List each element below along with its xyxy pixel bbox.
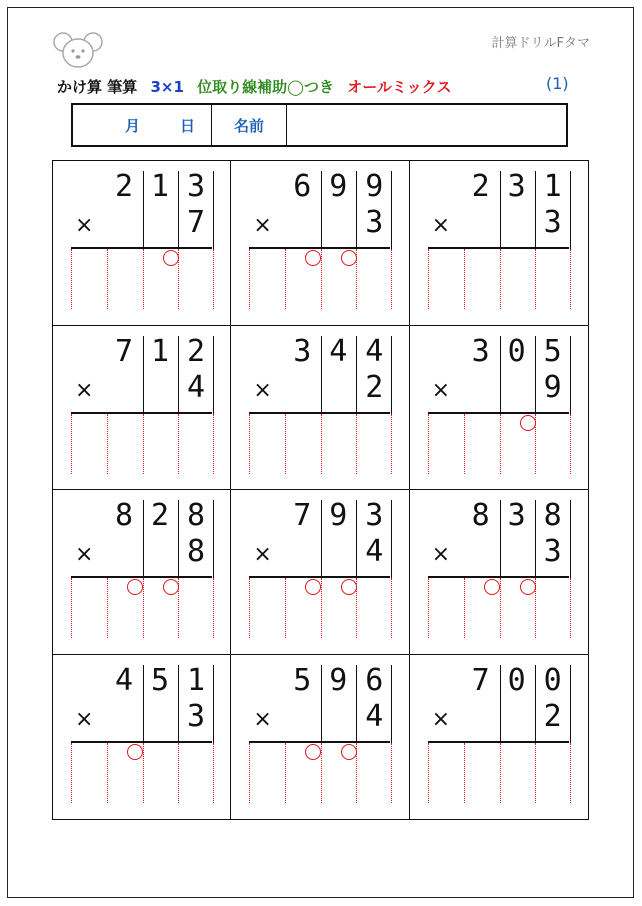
column-line	[391, 665, 392, 743]
times-sign: ×	[431, 706, 451, 732]
answer-line	[249, 247, 390, 249]
place-value-guide-line	[464, 578, 465, 638]
sheet-number: (1)	[546, 74, 569, 93]
carry-circle	[520, 579, 536, 595]
times-sign: ×	[431, 377, 451, 403]
place-value-guide-line	[143, 249, 144, 309]
multiplicand-digit: 4	[329, 333, 348, 369]
place-value-guide-line	[391, 743, 392, 803]
answer-line	[249, 576, 390, 578]
problem-cell[interactable]	[231, 490, 409, 655]
place-value-guide-line	[178, 414, 179, 474]
worksheet-title	[57, 76, 459, 97]
column-line	[570, 336, 571, 414]
place-value-guide-line	[249, 249, 250, 309]
multiplicand-digit: 9	[329, 662, 348, 698]
multiplicand-digit: 7	[293, 498, 312, 533]
multiplicand-digit: 3	[186, 169, 206, 204]
column-line	[213, 665, 214, 743]
multiplier-digit: 2	[543, 698, 562, 734]
place-value-guide-line	[285, 743, 286, 803]
multiplicand-digit: 6	[365, 662, 384, 698]
carry-circle	[305, 250, 321, 266]
problem-cell[interactable]	[53, 161, 231, 326]
problem-cell[interactable]	[53, 655, 231, 820]
multiplier-digit: 4	[365, 698, 384, 734]
title-mix: オールミックス	[347, 78, 452, 96]
place-value-guide-line	[249, 414, 250, 474]
place-value-guide-line	[213, 578, 214, 638]
brand-label: 計算ドリルFタマ	[491, 36, 590, 51]
column-line	[213, 171, 214, 249]
multiplier-digit: 3	[543, 534, 562, 569]
multiplicand-digit: 4	[114, 662, 134, 698]
place-value-guide-line	[464, 414, 465, 474]
place-value-guide-line	[321, 578, 322, 638]
times-sign: ×	[253, 213, 272, 238]
carry-circle	[341, 250, 357, 266]
place-value-guide-line	[107, 414, 108, 474]
place-value-guide-line	[213, 249, 214, 309]
problem-cell[interactable]	[231, 161, 409, 326]
multiplicand-digit: 2	[186, 333, 206, 369]
place-value-guide-line	[570, 578, 571, 638]
multiplier-digit: 3	[543, 205, 562, 240]
multiplicand-digit: 8	[186, 498, 206, 533]
place-value-guide-line	[500, 414, 501, 474]
times-sign: ×	[75, 213, 94, 238]
multiplier-digit: 9	[543, 369, 562, 405]
multiplicand-digit: 3	[507, 498, 526, 533]
multiplicand-digit: 1	[150, 169, 170, 204]
answer-line	[71, 576, 212, 578]
multiplicand-digit: 0	[507, 333, 526, 369]
answer-line	[428, 247, 569, 249]
date-field[interactable]	[73, 105, 212, 145]
multiplicand-digit: 0	[543, 662, 562, 698]
name-date-box	[71, 103, 568, 147]
problem-cell[interactable]	[410, 326, 588, 491]
place-value-guide-line	[428, 743, 429, 803]
answer-line	[428, 412, 569, 414]
mouse-mascot-logo	[52, 30, 104, 70]
problem-cell[interactable]	[53, 490, 231, 655]
problem-cell[interactable]	[231, 655, 409, 820]
place-value-guide-line	[391, 578, 392, 638]
place-value-guide-line	[570, 414, 571, 474]
multiplicand-digit: 8	[114, 498, 134, 533]
answer-line	[71, 247, 212, 249]
day-label: 日	[180, 116, 196, 135]
place-value-guide-line	[143, 743, 144, 803]
multiplicand-digit: 5	[543, 333, 562, 369]
place-value-guide-line	[213, 414, 214, 474]
times-sign: ×	[75, 542, 94, 567]
multiplicand-digit: 3	[365, 498, 384, 533]
problem-cell[interactable]	[410, 161, 588, 326]
multiplicand-digit: 4	[365, 333, 384, 369]
place-value-guide-line	[321, 743, 322, 803]
carry-circle	[341, 579, 357, 595]
column-line	[570, 500, 571, 578]
place-value-guide-line	[391, 249, 392, 309]
carry-circle	[163, 250, 179, 266]
place-value-guide-line	[464, 743, 465, 803]
multiplicand-digit: 9	[329, 169, 348, 204]
multiplier-digit: 3	[365, 205, 384, 240]
place-value-guide-line	[428, 249, 429, 309]
place-value-guide-line	[464, 249, 465, 309]
place-value-guide-line	[249, 743, 250, 803]
column-line	[391, 171, 392, 249]
answer-line	[428, 741, 569, 743]
multiplier-digit: 4	[186, 369, 206, 405]
place-value-guide-line	[249, 578, 250, 638]
place-value-guide-line	[570, 249, 571, 309]
multiplicand-digit: 5	[293, 662, 312, 698]
multiplicand-digit: 2	[114, 169, 134, 204]
multiplier-digit: 4	[365, 534, 384, 569]
place-value-guide-line	[428, 414, 429, 474]
column-line	[391, 500, 392, 578]
place-value-guide-line	[107, 743, 108, 803]
times-sign: ×	[431, 542, 451, 567]
multiplicand-digit: 8	[543, 498, 562, 533]
multiplicand-digit: 1	[150, 333, 170, 369]
multiplicand-digit: 3	[293, 333, 312, 369]
times-sign: ×	[75, 377, 94, 403]
place-value-guide-line	[321, 249, 322, 309]
place-value-guide-line	[500, 249, 501, 309]
place-value-guide-line	[143, 578, 144, 638]
problem-cell[interactable]	[410, 655, 588, 820]
place-value-guide-line	[71, 578, 72, 638]
place-value-guide-line	[285, 578, 286, 638]
carry-circle	[341, 744, 357, 760]
problem-cell[interactable]	[231, 326, 409, 491]
carry-circle	[520, 415, 536, 431]
place-value-guide-line	[71, 249, 72, 309]
place-value-guide-line	[107, 578, 108, 638]
column-line	[213, 500, 214, 578]
place-value-guide-line	[143, 414, 144, 474]
multiplicand-digit: 9	[365, 169, 384, 204]
carry-circle	[305, 744, 321, 760]
multiplicand-digit: 3	[507, 169, 526, 204]
column-line	[570, 171, 571, 249]
multiplicand-digit: 7	[471, 662, 490, 698]
place-value-guide-line	[356, 414, 357, 474]
multiplicand-digit: 8	[471, 498, 490, 533]
multiplicand-digit: 6	[293, 169, 312, 204]
answer-line	[71, 741, 212, 743]
multiplicand-digit: 0	[507, 662, 526, 698]
multiplicand-digit: 2	[150, 498, 170, 533]
place-value-guide-line	[428, 578, 429, 638]
multiplicand-digit: 3	[471, 333, 490, 369]
place-value-guide-line	[535, 249, 536, 309]
place-value-guide-line	[107, 249, 108, 309]
multiplicand-digit: 1	[543, 169, 562, 204]
multiplicand-digit: 1	[186, 662, 206, 698]
answer-line	[71, 412, 212, 414]
times-sign: ×	[253, 377, 272, 403]
place-value-guide-line	[71, 414, 72, 474]
answer-line	[428, 576, 569, 578]
place-value-guide-line	[285, 249, 286, 309]
title-digits: 3×1	[150, 78, 184, 96]
answer-line	[249, 412, 390, 414]
month-label: 月	[125, 116, 141, 135]
carry-circle	[305, 579, 321, 595]
multiplier-digit: 3	[186, 698, 206, 734]
place-value-guide-line	[178, 743, 179, 803]
column-line	[391, 336, 392, 414]
place-value-guide-line	[570, 743, 571, 803]
place-value-guide-line	[500, 578, 501, 638]
problem-grid	[52, 160, 589, 820]
times-sign: ×	[253, 706, 272, 732]
times-sign: ×	[431, 213, 451, 238]
place-value-guide-line	[213, 743, 214, 803]
place-value-guide-line	[535, 743, 536, 803]
place-value-guide-line	[500, 743, 501, 803]
carry-circle	[127, 579, 143, 595]
multiplicand-digit: 2	[471, 169, 490, 204]
carry-circle	[127, 744, 143, 760]
name-label: 名前	[212, 105, 287, 145]
multiplier-digit: 8	[186, 534, 206, 569]
title-aid: 位取り線補助◯つき	[197, 78, 334, 96]
times-sign: ×	[75, 706, 94, 732]
place-value-guide-line	[285, 414, 286, 474]
multiplier-digit: 2	[365, 369, 384, 405]
multiplicand-digit: 5	[150, 662, 170, 698]
carry-circle	[484, 579, 500, 595]
column-line	[570, 665, 571, 743]
place-value-guide-line	[391, 414, 392, 474]
multiplicand-digit: 9	[329, 498, 348, 533]
carry-circle	[163, 579, 179, 595]
multiplier-digit: 7	[186, 205, 206, 240]
problem-cell[interactable]	[410, 490, 588, 655]
column-line	[213, 336, 214, 414]
title-topic: かけ算 筆算	[57, 78, 138, 96]
place-value-guide-line	[321, 414, 322, 474]
times-sign: ×	[253, 542, 272, 567]
place-value-guide-line	[71, 743, 72, 803]
answer-line	[249, 741, 390, 743]
problem-cell[interactable]	[53, 326, 231, 491]
multiplicand-digit: 7	[114, 333, 134, 369]
name-field[interactable]	[287, 105, 566, 145]
